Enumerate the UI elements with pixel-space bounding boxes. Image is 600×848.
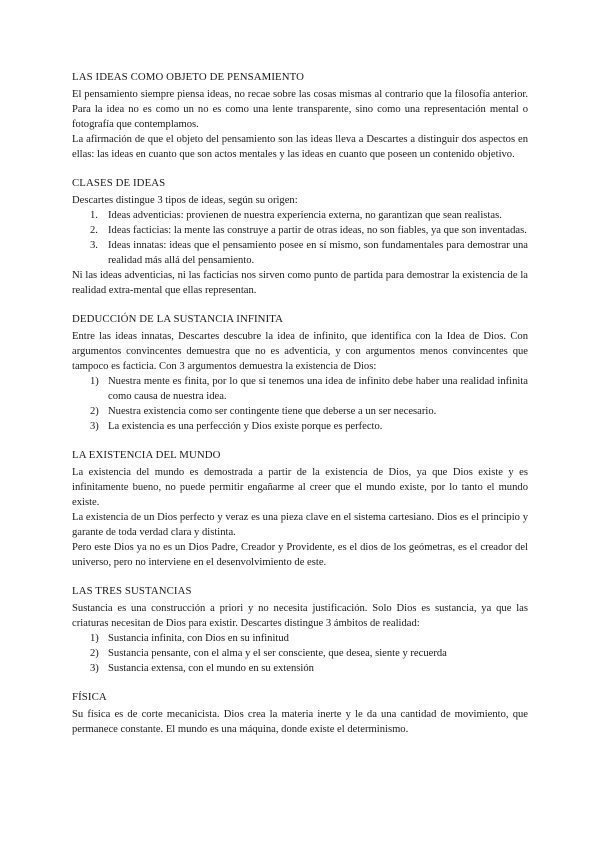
section-heading: LA EXISTENCIA DEL MUNDO xyxy=(72,449,221,461)
list-item-text: Sustancia infinita, con Dios en su infinitud xyxy=(108,633,289,644)
paragraph: La existencia del mundo es demostrada a partir de la existencia de Dios, ya que Dios existe y es infinitamente bueno, no puede permitir engañarme al creer que el mundo existe, por lo tanto el mundo existe. xyxy=(72,467,528,508)
section-sustancia-infinita xyxy=(72,312,528,434)
list-item xyxy=(72,646,528,661)
list-item-text: Sustancia pensante, con el alma y el ser consciente, que desea, siente y recuerda xyxy=(108,648,447,659)
section-existencia-mundo xyxy=(72,448,528,570)
paragraph: La afirmación de que el objeto del pensamiento son las ideas lleva a Descartes a distinguir dos aspectos en ellas: las ideas en cuanto que son actos mentales y las ideas en cuanto que poseen un contenido objetivo. xyxy=(72,134,528,160)
list-marker: 2) xyxy=(90,406,99,417)
list-item-text: Sustancia extensa, con el mundo en su extensión xyxy=(108,663,314,674)
section-clases-ideas xyxy=(72,176,528,298)
list-marker: 3) xyxy=(90,421,99,432)
section-heading: FÍSICA xyxy=(72,691,107,703)
section-heading: LAS TRES SUSTANCIAS xyxy=(72,585,192,597)
document-page xyxy=(72,70,528,751)
list-item-text: Nuestra mente es finita, por lo que si tenemos una idea de infinito debe haber una realidad infinita como causa de nuestra idea. xyxy=(108,376,528,402)
numbered-list xyxy=(72,208,528,268)
list-item xyxy=(72,631,528,646)
list-item-text: Nuestra existencia como ser contingente tiene que deberse a un ser necesario. xyxy=(108,406,437,417)
list-marker: 2) xyxy=(90,648,99,659)
list-item-text: Ideas adventicias: provienen de nuestra experiencia externa, no garantizan que sean realistas. xyxy=(108,210,502,221)
section-tres-sustancias xyxy=(72,584,528,676)
list-item xyxy=(72,374,528,404)
list-item-text: La existencia es una perfección y Dios existe porque es perfecto. xyxy=(108,421,383,432)
list-marker: 1. xyxy=(90,210,98,221)
list-item xyxy=(72,419,528,434)
list-marker: 1) xyxy=(90,376,99,387)
numbered-list xyxy=(72,374,528,434)
paragraph-intro: Descartes distingue 3 tipos de ideas, según su origen: xyxy=(72,195,298,206)
paragraph: Pero este Dios ya no es un Dios Padre, Creador y Providente, es el dios de los geómetras, es el creador del universo, pero no interviene en el desenvolvimiento de este. xyxy=(72,542,528,568)
list-item xyxy=(72,661,528,676)
list-marker: 1) xyxy=(90,633,99,644)
paragraph: Su física es de corte mecanicista. Dios crea la materia inerte y le da una cantidad de movimiento, que permanece constante. El mundo es una máquina, donde existe el determinismo. xyxy=(72,709,528,735)
list-marker: 3. xyxy=(90,240,98,251)
paragraph-intro: Sustancia es una construcción a priori y no necesita justificación. Solo Dios es sustancia, ya que las criaturas necesitan de Dios para existir. Descartes distingue 3 ámbitos de realidad: xyxy=(72,603,528,629)
list-marker: 2. xyxy=(90,225,98,236)
section-heading: LAS IDEAS COMO OBJETO DE PENSAMIENTO xyxy=(72,71,305,83)
list-item xyxy=(72,404,528,419)
paragraph-outro: Ni las ideas adventicias, ni las facticias nos sirven como punto de partida para demostrar la existencia de la realidad extra-mental que ellas representan. xyxy=(72,270,528,296)
list-item-text: Ideas facticias: la mente las construye a partir de otras ideas, no son fiables, ya que son inventadas. xyxy=(108,225,527,236)
section-heading: DEDUCCIÓN DE LA SUSTANCIA INFINITA xyxy=(72,313,284,325)
section-ideas-objeto xyxy=(72,70,528,162)
paragraph-intro: Entre las ideas innatas, Descartes descubre la idea de infinito, que identifica con la Idea de Dios. Con argumentos convincentes demuestra que no es adventicia, y con argumentos menos convincentes que tampoco es facticia. Con 3 argumentos demuestra la existencia de Dios: xyxy=(72,331,528,372)
list-marker: 3) xyxy=(90,663,99,674)
list-item xyxy=(72,208,528,223)
section-heading: CLASES DE IDEAS xyxy=(72,177,166,189)
paragraph: La existencia de un Dios perfecto y veraz es una pieza clave en el sistema cartesiano. Dios es el principio y garante de toda verdad clara y distinta. xyxy=(72,512,528,538)
list-item xyxy=(72,223,528,238)
list-item xyxy=(72,238,528,268)
section-fisica xyxy=(72,690,528,737)
list-item-text: Ideas innatas: ideas que el pensamiento posee en sí mismo, son fundamentales para demostrar una realidad más allá del pensamiento. xyxy=(108,240,528,266)
paragraph: El pensamiento siempre piensa ideas, no recae sobre las cosas mismas al contrario que la filosofía anterior. Para la idea no es como un no es como una lente transparente, sino como una representación mental o fotografía que contemplamos. xyxy=(72,89,528,130)
numbered-list xyxy=(72,631,528,676)
